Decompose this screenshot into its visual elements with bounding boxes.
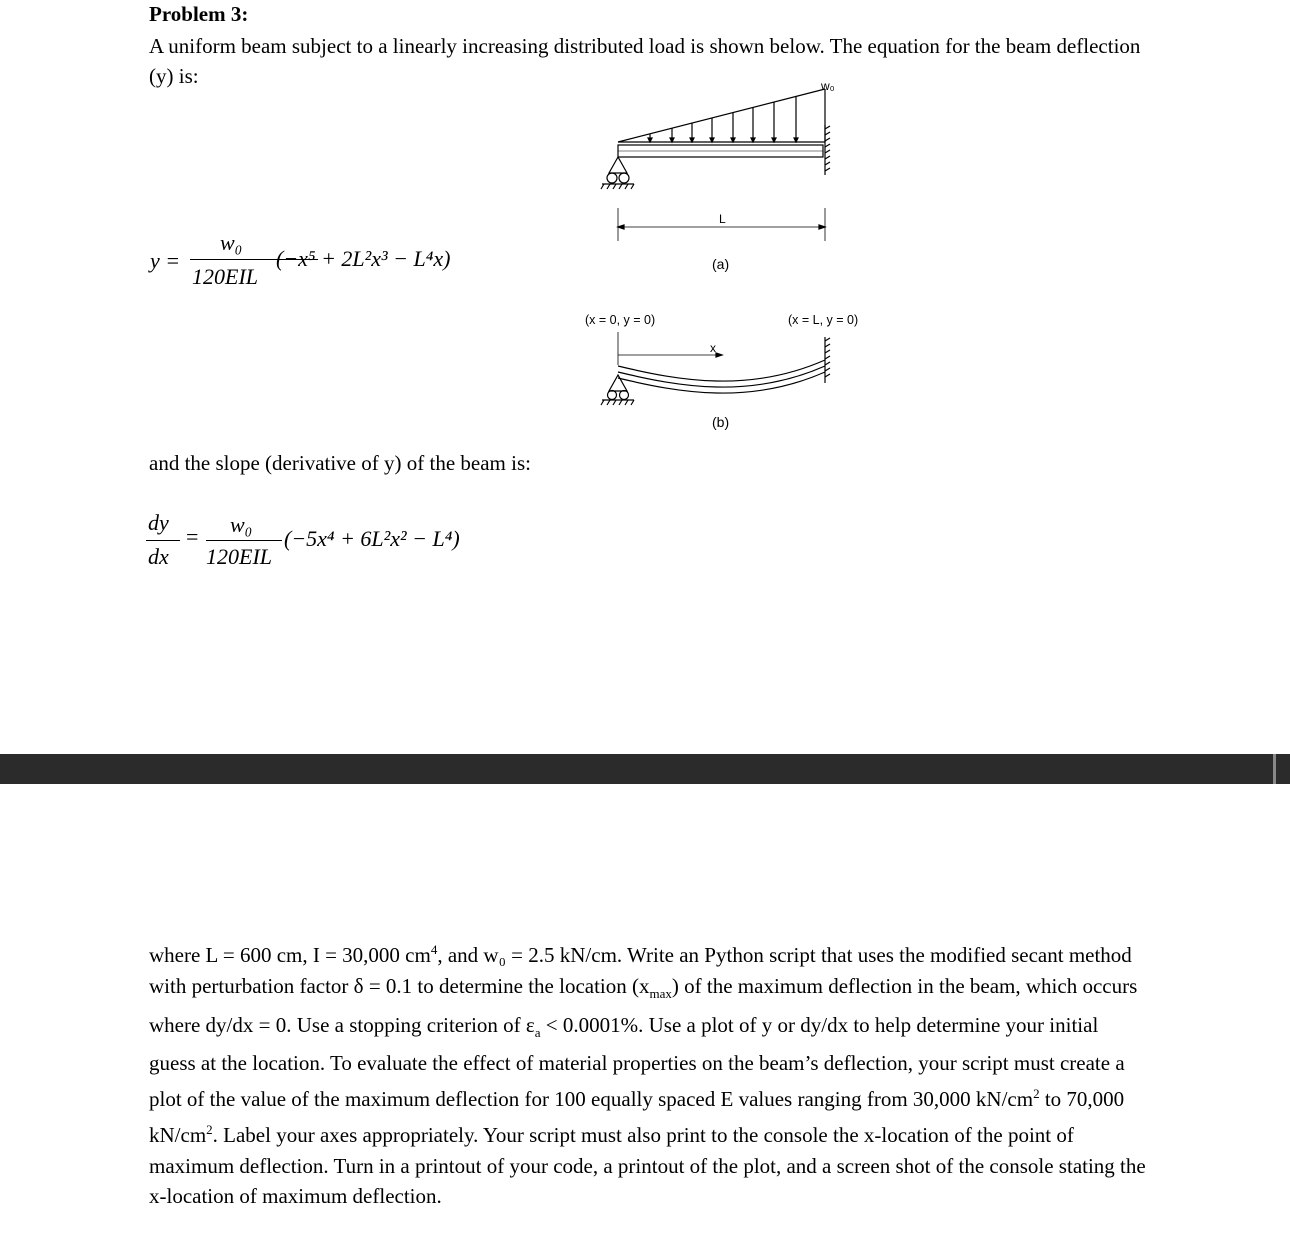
slope-denominator: 120EIL xyxy=(206,544,272,569)
deflected-beam xyxy=(618,360,825,381)
deflection-rhs: (−x⁵ + 2L²x³ − L⁴x) xyxy=(276,246,451,271)
pin-support xyxy=(609,157,627,173)
beam-figure xyxy=(560,75,900,445)
slope-equation xyxy=(146,510,546,580)
deflection-equation xyxy=(150,228,490,298)
caption-b: (b) xyxy=(712,414,730,430)
page-divider xyxy=(0,754,1290,784)
left-boundary-condition: (x = 0, y = 0) xyxy=(585,313,656,327)
slope-rhs: (−5x⁴ + 6L²x² − L⁴) xyxy=(284,526,460,551)
load-arrows xyxy=(648,96,798,142)
slope-numerator: w₀ xyxy=(230,512,253,537)
length-label: L xyxy=(719,212,726,226)
x-axis-label: x xyxy=(710,341,716,355)
right-boundary-condition: (x = L, y = 0) xyxy=(788,313,859,327)
fraction-bar xyxy=(146,540,180,541)
intro-paragraph: A uniform beam subject to a linearly increasing distributed load is shown below. The equation for the beam deflection (y) is: xyxy=(149,34,1141,88)
deflection-denominator: 120EIL xyxy=(192,264,258,289)
problem-statement: where L = 600 cm, I = 30,000 $cm^4$, and w₀ = 2.5 kN/cm. Write an Python script that uses the modified secant method with perturbation factor δ = 0.1 to determine the location $(x_{max})$ of the maximum deflection in the beam, which occurs where dy/dx = 0. Use a stopping criterion of $\varepsilon_a < 0.0001\%$. Use a plot of y or dy/dx to help determine your initial guess at the location. To evaluate the effect of material properties on the beam’s deflection, your script must create a plot of the value of the maximum deflection for 100 equally spaced E values ranging from 30,000 $kN/cm^2$ to 70,000 $kN/cm^2$. Label your axes appropriately. Your script must also print to the console the x-location of the point of maximum deflection. Turn in a printout of your code, a printout of the plot, and a screen shot of the console stating the x-location of maximum deflection. xyxy=(149,942,1146,1209)
deflection-numerator: w₀ xyxy=(220,230,243,255)
load-label: w₀ xyxy=(821,79,835,93)
problem-title: Problem 3: xyxy=(149,2,249,26)
slope-lhs-denominator: dx xyxy=(148,544,169,569)
deflection-lhs: y = xyxy=(150,248,181,273)
caption-a: (a) xyxy=(712,256,730,272)
scrollbar-edge-inner xyxy=(1276,754,1290,784)
equals-sign: = xyxy=(186,524,199,549)
beam-diagram-a xyxy=(601,89,830,241)
fraction-bar xyxy=(206,540,282,541)
slope-intro: and the slope (derivative of y) of the beam is: xyxy=(149,451,531,475)
slope-lhs-numerator: dy xyxy=(148,510,169,535)
